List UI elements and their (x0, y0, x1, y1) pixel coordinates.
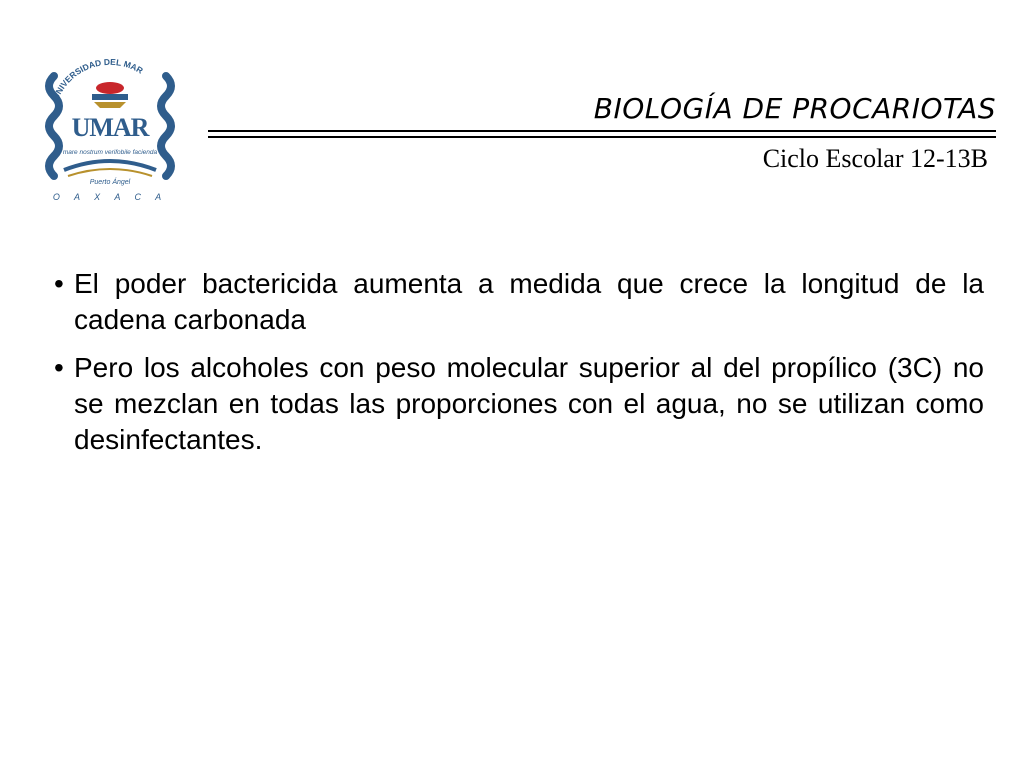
bullet-marker: • (54, 268, 64, 299)
course-title: BIOLOGÍA DE PROCARIOTAS (593, 92, 996, 125)
bullet-marker: • (54, 352, 64, 383)
logo-motto: mare nostrum verifobile facienda (62, 149, 158, 156)
bullet-item (50, 350, 984, 458)
header-rule-bottom (208, 136, 996, 138)
school-cycle: Ciclo Escolar 12-13B (762, 144, 988, 173)
logo-campus: Puerto Ángel (89, 179, 131, 186)
header-rule-top (208, 130, 996, 132)
bullet-text: Pero los alcoholes con peso molecular superior al del propílico (3C) no se mezclan en todas las proporciones con el agua, no se utilizan como desinfectantes. (74, 352, 984, 455)
logo-initials: UMAR (71, 113, 149, 142)
logo-state: O A X A C A (52, 192, 168, 202)
bullet-list (50, 266, 984, 470)
university-logo (24, 36, 196, 208)
logo-arc-text: UNIVERSIDAD DEL MAR (50, 56, 145, 102)
bullet-item (50, 266, 984, 338)
bullet-text: El poder bactericida aumenta a medida que crece la longitud de la cadena carbonada (74, 268, 984, 335)
